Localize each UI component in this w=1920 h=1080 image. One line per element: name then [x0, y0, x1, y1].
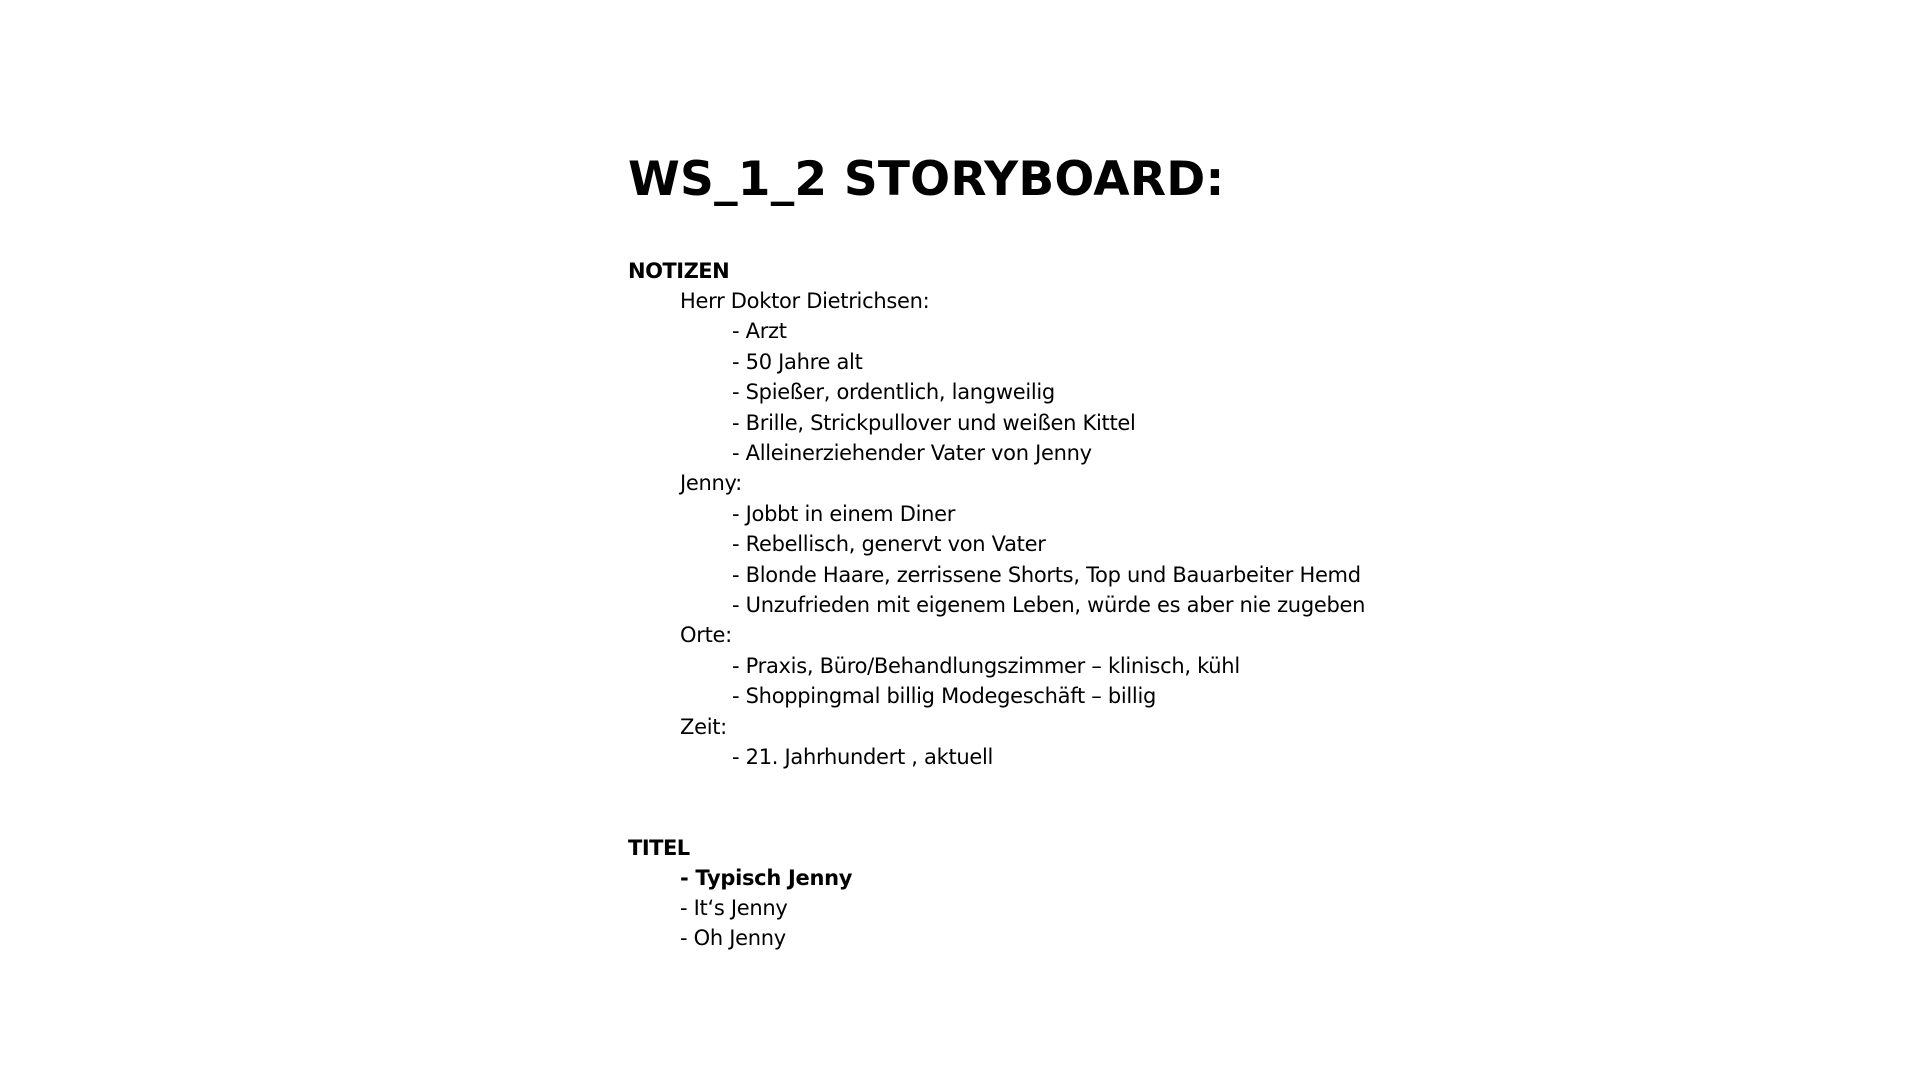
document-title: WS_1_2 STORYBOARD:: [628, 152, 1225, 207]
group-label: Herr Doktor Dietrichsen:: [680, 289, 930, 313]
list-item: - Blonde Haare, zerrissene Shorts, Top und Bauarbeiter Hemd: [732, 562, 1361, 587]
title-option: - Oh Jenny: [680, 926, 786, 951]
notes-group-doctor: [628, 286, 1728, 468]
notes-heading: NOTIZEN: [628, 259, 730, 283]
list-item: - Unzufrieden mit eigenem Leben, würde es aber nie zugeben: [732, 593, 1366, 618]
title-options: [628, 863, 1728, 954]
titles-heading: TITEL: [628, 835, 690, 860]
list-item: - Spießer, ordentlich, langweilig: [732, 380, 1055, 405]
title-option-selected: - Typisch Jenny: [680, 865, 853, 890]
list-item: - Arzt: [732, 319, 787, 344]
group-label: Zeit:: [680, 714, 727, 739]
list-item: - Rebellisch, genervt von Vater: [732, 532, 1046, 557]
storyboard-document: [628, 150, 1728, 954]
group-label: Orte:: [680, 623, 732, 648]
notes-group-jenny: [628, 468, 1728, 620]
list-item: - Jobbt in einem Diner: [732, 501, 956, 526]
notes-group-places: [628, 620, 1728, 711]
list-item: - 50 Jahre alt: [732, 349, 863, 374]
list-item: - Praxis, Büro/Behandlungszimmer – klinisch, kühl: [732, 653, 1240, 678]
notes-group-time: [628, 712, 1728, 773]
list-item: - Shoppingmal billig Modegeschäft – billig: [732, 684, 1157, 709]
title-option: - It‘s Jenny: [680, 895, 788, 920]
group-label: Jenny:: [680, 471, 742, 496]
list-item: - Brille, Strickpullover und weißen Kittel: [732, 410, 1136, 435]
list-item: - Alleinerziehender Vater von Jenny: [732, 441, 1092, 466]
list-item: - 21. Jahrhundert , aktuell: [732, 745, 994, 770]
